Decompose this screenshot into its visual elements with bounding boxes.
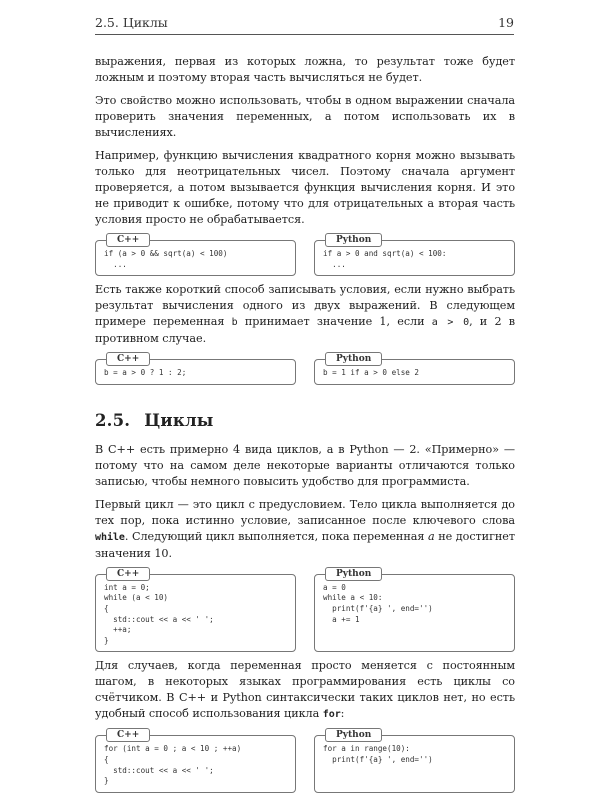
header-section-title: 2.5. Циклы <box>95 15 168 30</box>
paragraph-7 <box>95 658 515 723</box>
cpp-code: int a = 0; while (a < 10) { std::cout << a << ' '; ++a; } <box>104 582 214 645</box>
python-code: b = 1 if a > 0 else 2 <box>323 368 420 378</box>
cpp-label: C++ <box>106 728 150 742</box>
python-label: Python <box>325 233 382 247</box>
inline-code-b: b <box>231 317 238 329</box>
python-code: a = 0 while a < 10: print(f'{a} ', end='') a += 1 <box>323 582 433 624</box>
page-number: 19 <box>498 15 514 30</box>
section-heading <box>95 411 515 430</box>
cpp-label: C++ <box>106 233 150 247</box>
inline-keyword-for: for <box>322 709 341 721</box>
cpp-code: if (a > 0 && sqrt(a) < 100) ... <box>104 249 228 269</box>
python-code: for a in range(10): print(f'{a} ', end='') <box>323 744 433 764</box>
text-span: не достигнет значения 10. <box>95 529 516 560</box>
cpp-code-box <box>95 235 296 276</box>
section-number: 2.5. <box>95 410 131 430</box>
paragraph-2: Это свойство можно использовать, чтобы в одном выражении сначала проверить значения переменных, а потом использовать их в вычислениях. <box>95 94 515 139</box>
paragraph-3: Например, функцию вычисления квадратного корня можно вызывать только для неотрицательных чисел. Поэтому сначала аргумент проверяется, а потом вызывается функция вычисления корня. И это не приводит к ошибке, потому что для отрицательных a вторая часть условия просто не обрабатывается. <box>95 149 515 226</box>
cpp-code-box <box>95 730 296 792</box>
cpp-code-box <box>95 568 296 653</box>
cpp-label: C++ <box>106 352 150 366</box>
cpp-code: b = a > 0 ? 1 : 2; <box>104 368 187 378</box>
text-span: Первый цикл — это цикл с предусловием. Тело цикла выполняется до тех пор, пока истинно условие, записанное после ключевого слова <box>95 497 515 527</box>
cpp-label: C++ <box>106 567 150 581</box>
section-title: Циклы <box>144 410 214 430</box>
inline-var-a: a <box>427 529 435 543</box>
code-example-while <box>95 568 515 653</box>
code-example-for <box>95 730 515 792</box>
python-code-box <box>314 354 515 385</box>
python-code-box <box>314 235 515 276</box>
paragraph-1: выражения, первая из которых ложна, то результат тоже будет ложным и поэтому вторая часть вычисляться не будет. <box>95 55 515 84</box>
text-span: Есть также короткий способ записывать условия, если нужно выбрать результат вычисления одного из двух выражений. В следующем примере переменная <box>95 283 515 329</box>
python-code: if a > 0 and sqrt(a) < 100: ... <box>323 249 447 269</box>
python-label: Python <box>325 567 382 581</box>
paragraph-4 <box>95 282 515 347</box>
text-span: . Следующий цикл выполняется, пока переменная <box>124 529 428 543</box>
python-label: Python <box>325 728 382 742</box>
python-label: Python <box>325 352 382 366</box>
running-header <box>95 12 514 35</box>
page-content <box>95 54 515 799</box>
text-span: принимает значение 1, если <box>237 315 432 329</box>
inline-keyword-while: while <box>95 531 125 543</box>
text-span: Для случаев, когда переменная просто меняется с постоянным шагом, в некоторых языках программирования есть циклы со счётчиком. В C++ и Python синтаксически таких циклов нет, но есть удобный способ использования цикла <box>95 659 515 721</box>
inline-code-condition: a > 0 <box>431 317 470 329</box>
paragraph-6 <box>95 497 515 562</box>
text-span: : <box>340 707 345 721</box>
cpp-code: for (int a = 0 ; a < 10 ; ++a) { std::cout << a << ' '; } <box>104 744 242 786</box>
code-example-ternary <box>95 354 515 385</box>
cpp-code-box <box>95 354 296 385</box>
python-code-box <box>314 568 515 653</box>
code-example-sqrt <box>95 235 515 276</box>
text-span: , и 2 в противном случае. <box>95 315 516 346</box>
python-code-box <box>314 730 515 792</box>
paragraph-5: В C++ есть примерно 4 вида циклов, а в Python — 2. «Примерно» — потому что на самом деле некоторые варианты отличаются только записью, чтобы немного повысить удобство для программиста. <box>95 442 515 488</box>
